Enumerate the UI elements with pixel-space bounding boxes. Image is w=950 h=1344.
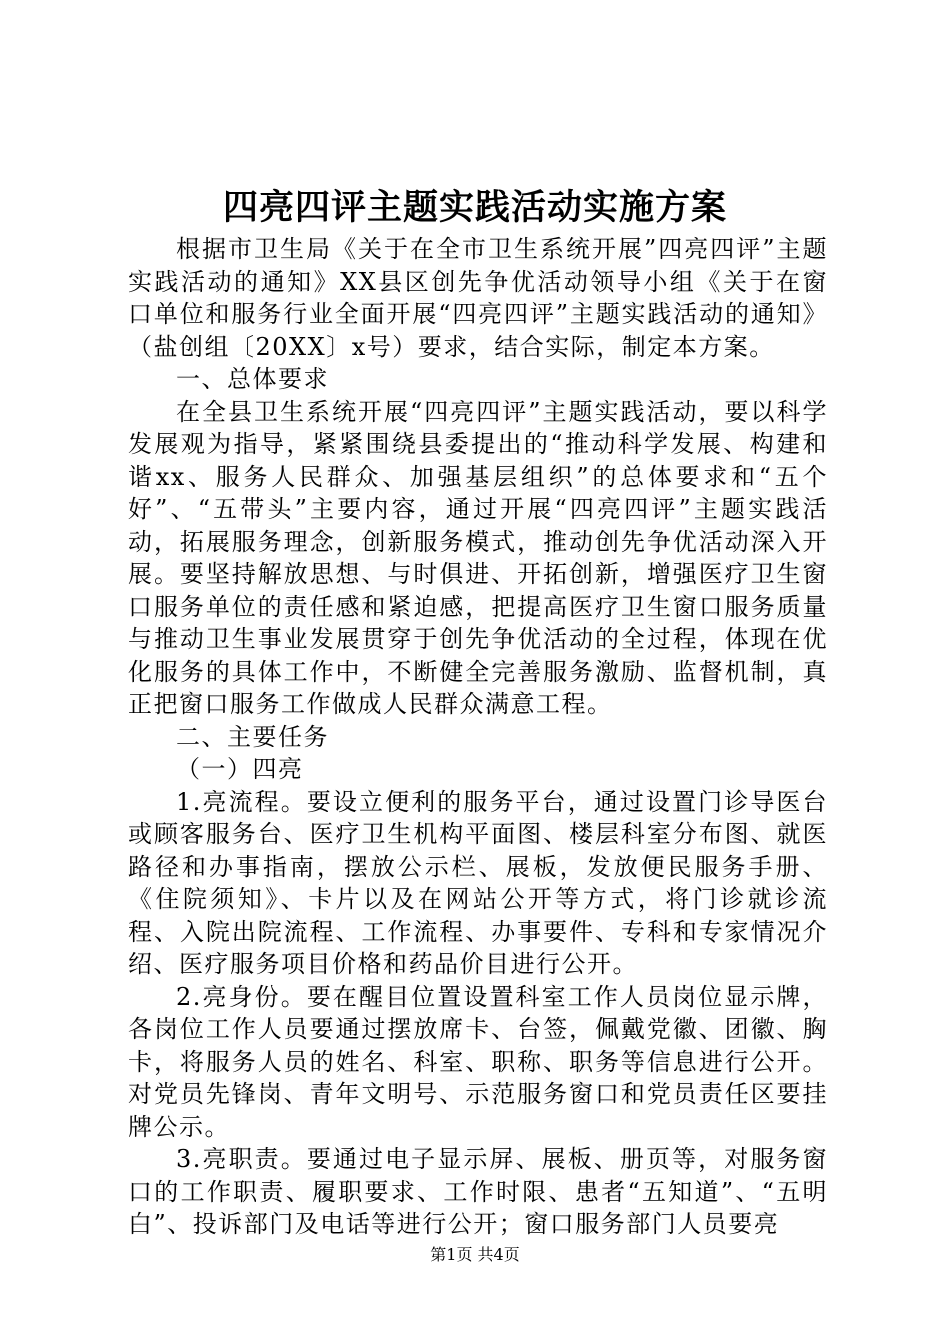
item-show-process-paragraph: 1.亮流程。要设立便利的服务平台，通过设置门诊导医台或顾客服务台、医疗卫生机构平面图、楼层科室分布图、就医路径和办事指南，摆放公示栏、展板，发放便民服务手册、《住院须知》、卡片以及在网站公开等方式，将门诊就诊流程、入院出院流程、工作流程、办事要件、专科和专家情况介绍、医疗服务项目价格和药品价目进行公开。 [128, 787, 828, 978]
section-heading-general-requirements: 一、总体要求 [176, 365, 329, 393]
page-number-footer: 第1页 共4页 [430, 1245, 520, 1264]
section-heading-main-tasks: 二、主要任务 [176, 722, 329, 751]
subsection-heading-four-shows: （一）四亮 [176, 755, 304, 783]
general-requirements-paragraph: 在全县卫生系统开展“四亮四评”主题实践活动，要以科学发展观为指导，紧紧围绕县委提出的“推动科学发展、构建和谐xx、服务人民群众、加强基层组织”的总体要求和“五个好”、“五带头”主要内容，通过开展“四亮四评”主题实践活动，拓展服务理念，创新服务模式，推动创先争优活动深入开展。要坚持解放思想、与时俱进、开拓创新，增强医疗卫生窗口服务单位的责任感和紧迫感，把提高医疗卫生窗口服务质量与推动卫生事业发展贯穿于创先争优活动的全过程，体现在优化服务的具体工作中，不断健全完善服务激励、监督机制，真正把窗口服务工作做成人民群众满意工程。 [128, 397, 828, 718]
document-body [128, 233, 828, 1241]
intro-paragraph: 根据市卫生局《关于在全市卫生系统开展”四亮四评”主题实践活动的通知》XX县区创先争优活动领导小组《关于在窗口单位和服务行业全面开展“四亮四评”主题实践活动的通知》（盐创组〔20XX〕x号）要求，结合实际，制定本方案。 [128, 235, 828, 361]
item-show-identity-paragraph: 2.亮身份。要在醒目位置设置科室工作人员岗位显示牌，各岗位工作人员要通过摆放席卡、台签，佩戴党徽、团徽、胸卡，将服务人员的姓名、科室、职称、职务等信息进行公开。对党员先锋岗、青年文明号、示范服务窗口和党员责任区要挂牌公示。 [128, 982, 828, 1141]
item-show-duties-paragraph: 3.亮职责。要通过电子显示屏、展板、册页等，对服务窗口的工作职责、履职要求、工作时限、患者“五知道”、“五明白”、投诉部门及电话等进行公开；窗口服务部门人员要亮 [128, 1145, 828, 1238]
document-title: 四亮四评主题实践活动实施方案 [222, 187, 727, 228]
